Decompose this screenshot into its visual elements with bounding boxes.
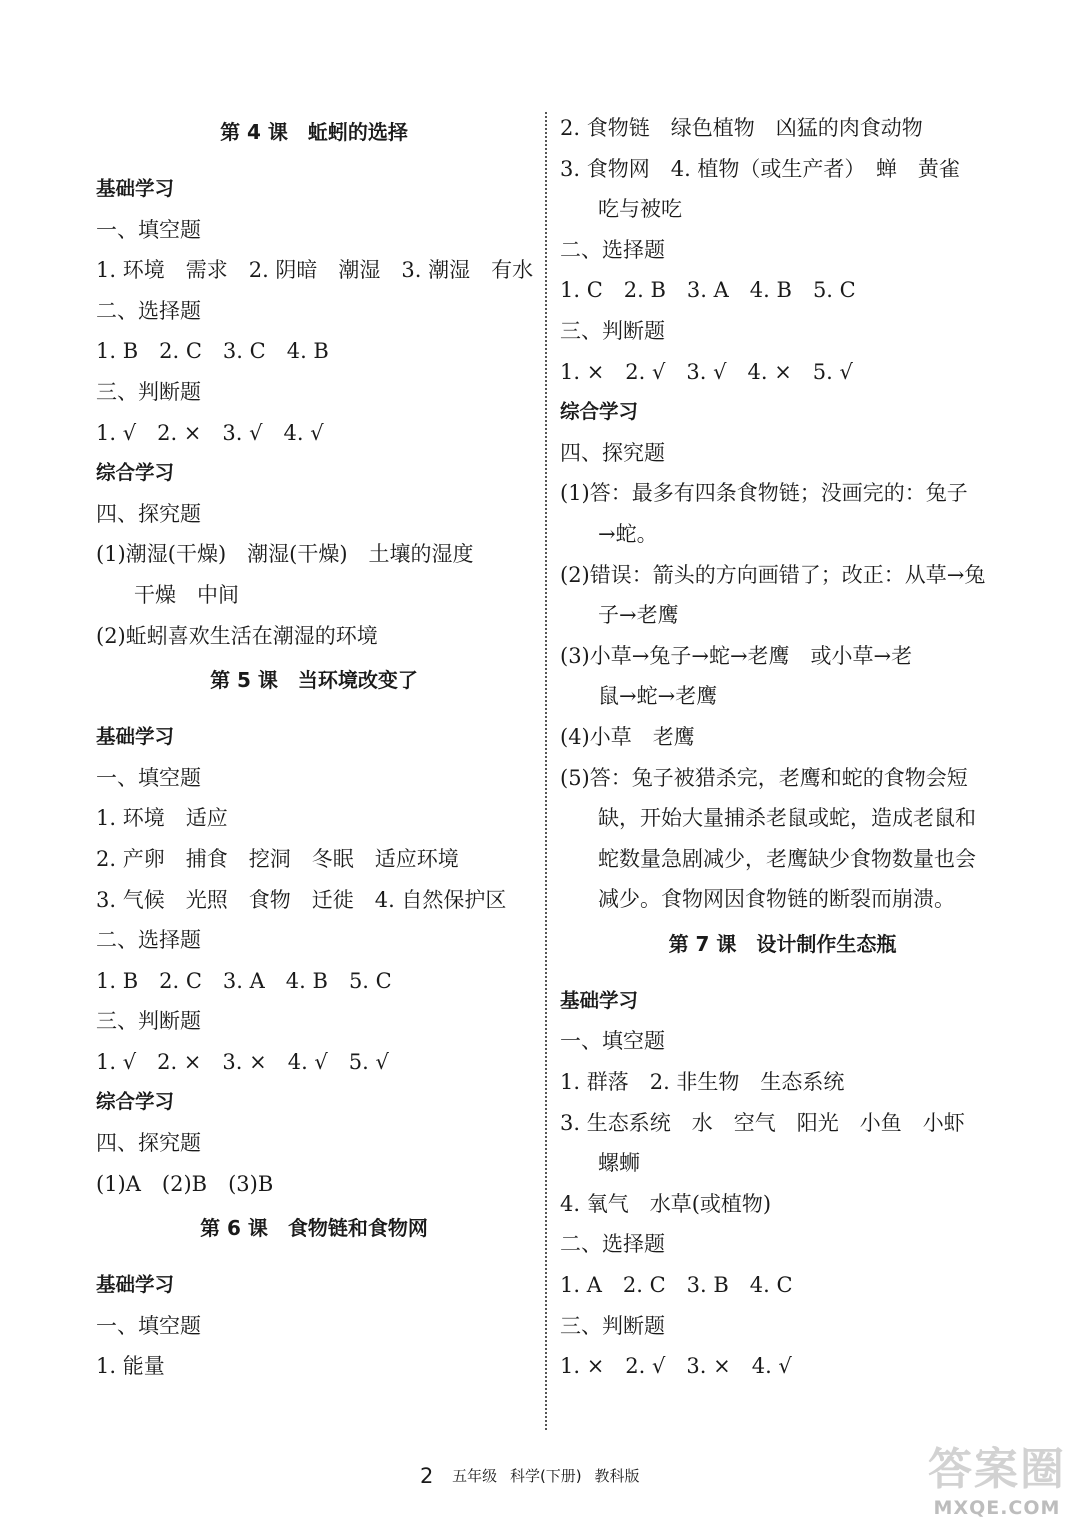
answer-line: 3. 生态系统 水 空气 阳光 小鱼 小虾 xyxy=(560,1110,965,1135)
answer-line-continued: 减少。食物网因食物链的断裂而崩溃。 xyxy=(598,887,955,912)
answer-line: (1)潮湿(干燥) 潮湿(干燥) 土壤的湿度 xyxy=(96,542,474,567)
lesson-title: 第 5 课 当环境改变了 xyxy=(210,668,418,693)
edition-label: 教科版 xyxy=(594,1467,640,1485)
answer-line: 1. B 2. C 3. C 4. B xyxy=(96,339,329,364)
answer-line: (2)蚯蚓喜欢生活在潮湿的环境 xyxy=(96,623,378,648)
section-heading: 基础学习 xyxy=(96,177,175,200)
lesson-title: 第 6 课 食物链和食物网 xyxy=(200,1216,428,1241)
section-heading: 基础学习 xyxy=(96,725,175,749)
answer-line-continued: 蛇数量急剧减少，老鹰缺少食物数量也会 xyxy=(598,846,976,871)
answer-line: 一、填空题 xyxy=(560,1029,665,1054)
answer-line: 1. 环境 适应 xyxy=(96,806,228,831)
answer-line: 二、选择题 xyxy=(96,928,201,953)
answer-line: 1. A 2. C 3. B 4. C xyxy=(560,1273,793,1298)
answer-line-continued: 鼠→蛇→老鹰 xyxy=(598,684,718,709)
answer-line: 二、选择题 xyxy=(96,298,201,323)
answer-line: 三、判断题 xyxy=(560,318,665,343)
answer-line: 一、填空题 xyxy=(96,217,201,242)
section-heading: 综合学习 xyxy=(560,400,639,424)
answer-line-continued: 子→老鹰 xyxy=(598,603,679,628)
answer-line: 三、判断题 xyxy=(96,1009,201,1034)
answer-line: 三、判断题 xyxy=(96,379,201,404)
answer-line: (5)答：兔子被猎杀完，老鹰和蛇的食物会短 xyxy=(560,765,968,790)
answer-line: (2)错误：箭头的方向画错了；改正：从草→兔 xyxy=(560,562,986,587)
answer-line: 4. 氧气 水草(或植物) xyxy=(560,1191,772,1216)
answer-line: (1)答：最多有四条食物链；没画完的：兔子 xyxy=(560,481,968,506)
column-divider xyxy=(545,112,547,1430)
subject-label: 科学(下册) xyxy=(509,1467,582,1485)
answer-line: (4)小草 老鹰 xyxy=(560,724,695,749)
answer-line: 2. 食物链 绿色植物 凶猛的肉食动物 xyxy=(560,116,923,140)
section-heading: 基础学习 xyxy=(96,1273,175,1297)
answer-line: 一、填空题 xyxy=(96,765,201,790)
left-column xyxy=(96,108,532,1387)
answer-line: (1)A (2)B (3)B xyxy=(96,1171,274,1196)
answer-line: 1. √ 2. × 3. √ 4. √ xyxy=(96,420,324,445)
answer-line: 2. 产卵 捕食 挖洞 冬眠 适应环境 xyxy=(96,846,459,871)
answer-line-continued: 螺蛳 xyxy=(598,1151,640,1176)
answer-line: 1. × 2. √ 3. × 4. √ xyxy=(560,1354,792,1379)
answer-line: 1. B 2. C 3. A 4. B 5. C xyxy=(96,968,392,993)
watermark-logo-text: 答案圈 xyxy=(928,1444,1066,1495)
answer-line: 四、探究题 xyxy=(560,440,665,465)
answer-line: 四、探究题 xyxy=(96,1131,201,1156)
answer-line: 一、填空题 xyxy=(96,1313,201,1338)
answer-line: 二、选择题 xyxy=(560,237,665,262)
answer-line: 1. × 2. √ 3. √ 4. × 5. √ xyxy=(560,359,853,384)
answer-line: 3. 气候 光照 食物 迁徙 4. 自然保护区 xyxy=(96,887,507,912)
answer-line-continued: 缺，开始大量捕杀老鼠或蛇，造成老鼠和 xyxy=(598,806,976,831)
answer-line: 3. 食物网 4. 植物（或生产者） 蝉 黄雀 xyxy=(560,156,960,181)
answer-line: 1. 环境 需求 2. 阴暗 潮湿 3. 潮湿 有水 xyxy=(96,258,534,283)
watermark-url: MXQE.COM xyxy=(933,1497,1061,1519)
answer-line: 1. 能量 xyxy=(96,1354,165,1379)
grade-label: 五年级 xyxy=(452,1467,498,1485)
answer-line: 二、选择题 xyxy=(560,1232,665,1257)
section-heading: 综合学习 xyxy=(96,1090,175,1114)
section-heading: 综合学习 xyxy=(96,461,175,485)
answer-line: 1. C 2. B 3. A 4. B 5. C xyxy=(560,278,856,303)
page-number: 2 xyxy=(420,1464,434,1488)
answer-line: 四、探究题 xyxy=(96,501,201,526)
right-column xyxy=(560,108,1005,1387)
answer-line-continued: 吃与被吃 xyxy=(598,197,682,222)
page-footer xyxy=(420,1464,740,1488)
answer-line: (3)小草→兔子→蛇→老鹰 或小草→老 xyxy=(560,643,913,668)
lesson-title: 第 4 课 蚯蚓的选择 xyxy=(220,120,408,144)
section-heading: 基础学习 xyxy=(560,988,639,1012)
lesson-title: 第 7 课 设计制作生态瓶 xyxy=(668,931,897,956)
answer-line: 三、判断题 xyxy=(560,1313,665,1338)
answer-line: 1. √ 2. × 3. × 4. √ 5. √ xyxy=(96,1049,389,1074)
answer-line: 1. 群落 2. 非生物 生态系统 xyxy=(560,1070,845,1095)
answer-line-continued: →蛇。 xyxy=(598,521,658,546)
answer-line-continued: 干燥 中间 xyxy=(134,582,239,607)
watermark-logo xyxy=(922,1444,1072,1526)
